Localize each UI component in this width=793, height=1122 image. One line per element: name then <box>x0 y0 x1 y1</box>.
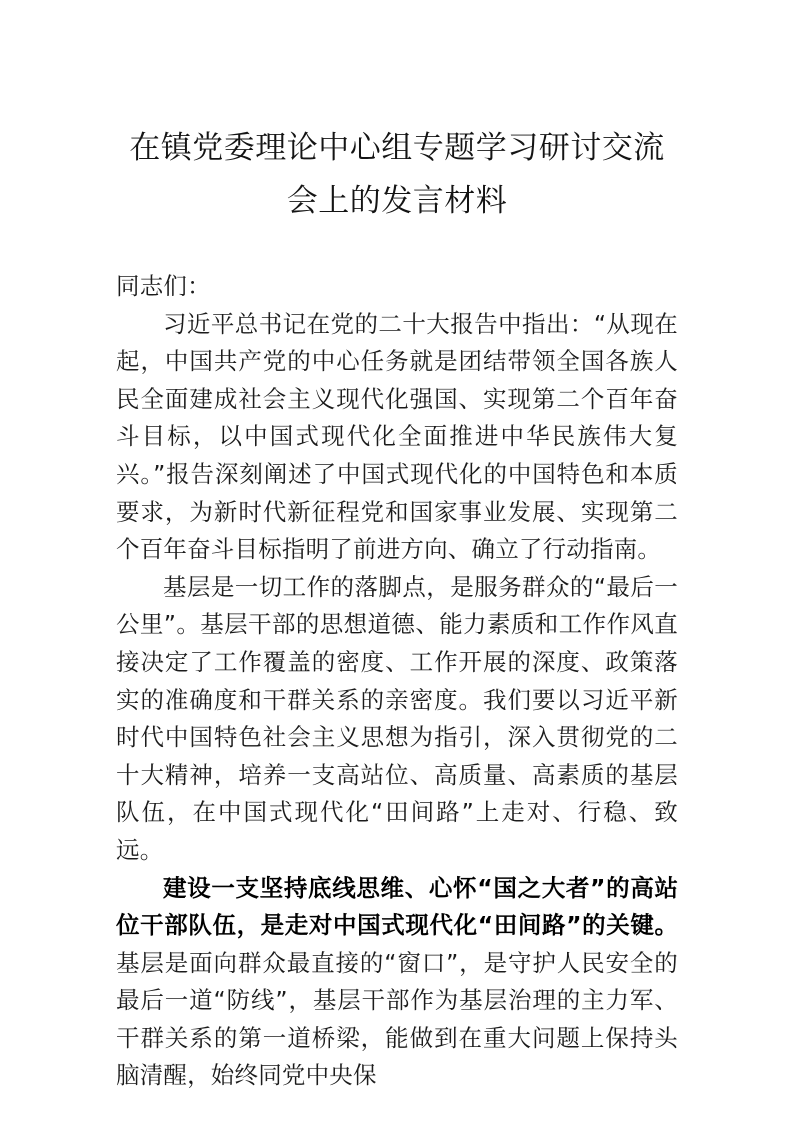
document-content <box>116 0 678 1095</box>
paragraph-1: 习近平总书记在党的二十大报告中指出：“从现在起，中国共产党的中心任务就是团结带领全国各族人民全面建成社会主义现代化强国、实现第二个百年奋斗目标，以中国式现代化全面推进中华民族伟大复兴。”报告深刻阐述了中国式现代化的中国特色和本质要求，为新时代新征程党和国家事业发展、实现第二个百年奋斗目标指明了前进方向、确立了行动指南。 <box>116 309 678 564</box>
salutation: 同志们： <box>116 272 211 300</box>
paragraph-3-body: 基层是面向群众最直接的“窗口”，是守护人民安全的最后一道“防线”，基层干部作为基层治理的主力军、干群关系的第一道桥梁，能做到在重大问题上保持头脑清醒，始终同党中央保 <box>116 948 678 1090</box>
paragraph-3 <box>116 870 678 1096</box>
document-body <box>116 268 678 1095</box>
paragraph-3-bold-lead: 建设一支坚持底线思维、心怀“国之大者”的高站位干部队伍，是走对中国式现代化“田间路”的关键。 <box>116 873 678 940</box>
page-title: 在镇党委理论中心组专题学习研讨交流会上的发言材料 <box>129 130 665 219</box>
paragraph-2: 基层是一切工作的落脚点，是服务群众的“最后一公里”。基层干部的思想道德、能力素质和工作作风直接决定了工作覆盖的密度、工作开展的深度、政策落实的准确度和干群关系的亲密度。我们要以习近平新时代中国特色社会主义思想为指引，深入贯彻党的二十大精神，培养一支高站位、高质量、高素质的基层队伍，在中国式现代化“田间路”上走对、行稳、致远。 <box>116 572 678 864</box>
